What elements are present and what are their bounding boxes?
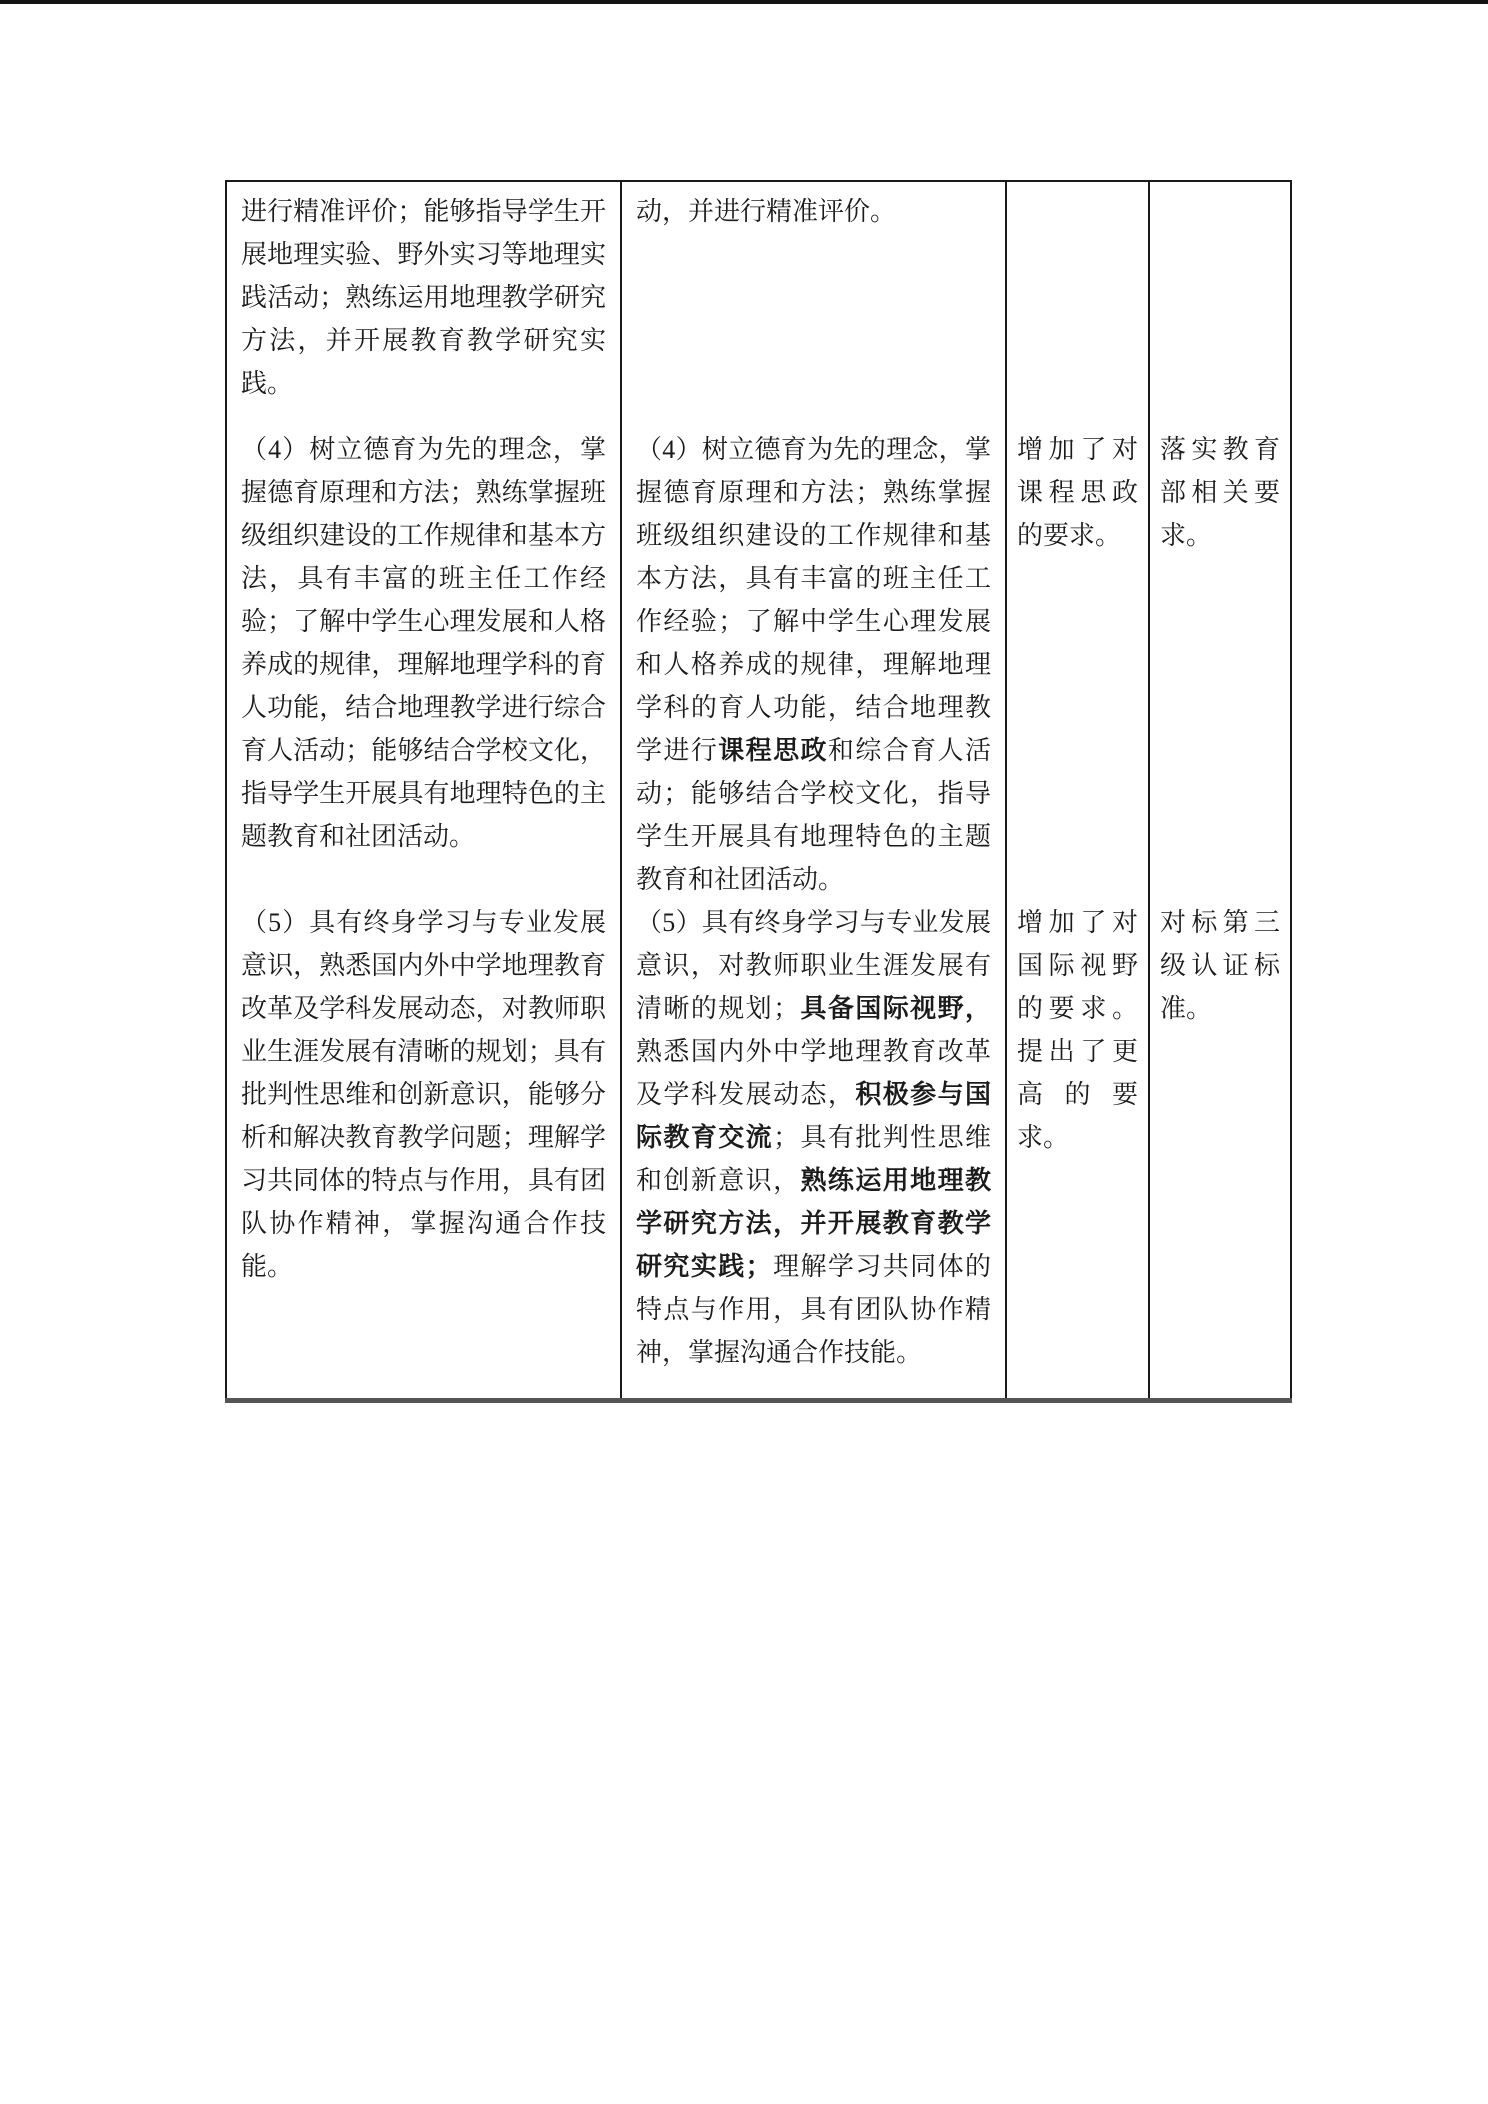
- cell-change-note-item-4: 增加了对课程思政的要求。: [1006, 428, 1149, 901]
- cell-change-note-continuation: [1006, 181, 1149, 428]
- table-row-continuation: [226, 181, 1291, 428]
- cell-change-note-item-5: 增加了对国际视野的要求。提出了更高的要求。: [1006, 901, 1149, 1400]
- cell-old-standard-item-4: （4）树立德育为先的理念，掌握德育原理和方法；熟练掌握班级组织建设的工作规律和基本方法，具有丰富的班主任工作经验；了解中学生心理发展和人格养成的规律，理解地理学科的育人功能，结合地理教学进行综合育人活动；能够结合学校文化，指导学生开展具有地理特色的主题教育和社团活动。: [226, 428, 621, 901]
- cell-new-standard-item-4: （4）树立德育为先的理念，掌握德育原理和方法；熟练掌握班级组织建设的工作规律和基本方法，具有丰富的班主任工作经验；了解中学生心理发展和人格养成的规律，理解地理学科的育人功能，结合地理教学进行课程思政和综合育人活动；能够结合学校文化，指导学生开展具有地理特色的主题教育和社团活动。: [621, 428, 1006, 901]
- cell-new-standard-continuation: 动，并进行精准评价。: [621, 181, 1006, 428]
- standards-comparison-table: [225, 180, 1292, 1403]
- cell-basis-note-continuation: [1149, 181, 1291, 428]
- cell-basis-note-item-4: 落实教育部相关要求。: [1149, 428, 1291, 901]
- cell-old-standard-item-5: （5）具有终身学习与专业发展意识，熟悉国内外中学地理教育改革及学科发展动态，对教师职业生涯发展有清晰的规划；具有批判性思维和创新意识，能够分析和解决教育教学问题；理解学习共同体的特点与作用，具有团队协作精神，掌握沟通合作技能。: [226, 901, 621, 1400]
- table-row-item-4: [226, 428, 1291, 901]
- table-row-item-5: [226, 901, 1291, 1400]
- page-top-rule: [0, 0, 1488, 4]
- cell-new-standard-item-5: （5）具有终身学习与专业发展意识，对教师职业生涯发展有清晰的规划；具备国际视野，熟悉国内外中学地理教育改革及学科发展动态，积极参与国际教育交流；具有批判性思维和创新意识，熟练运用地理教学研究方法，并开展教育教学研究实践；理解学习共同体的特点与作用，具有团队协作精神，掌握沟通合作技能。: [621, 901, 1006, 1400]
- cell-old-standard-continuation: 进行精准评价；能够指导学生开展地理实验、野外实习等地理实践活动；熟练运用地理教学研究方法，并开展教育教学研究实践。: [226, 181, 621, 428]
- cell-basis-note-item-5: 对标第三级认证标准。: [1149, 901, 1291, 1400]
